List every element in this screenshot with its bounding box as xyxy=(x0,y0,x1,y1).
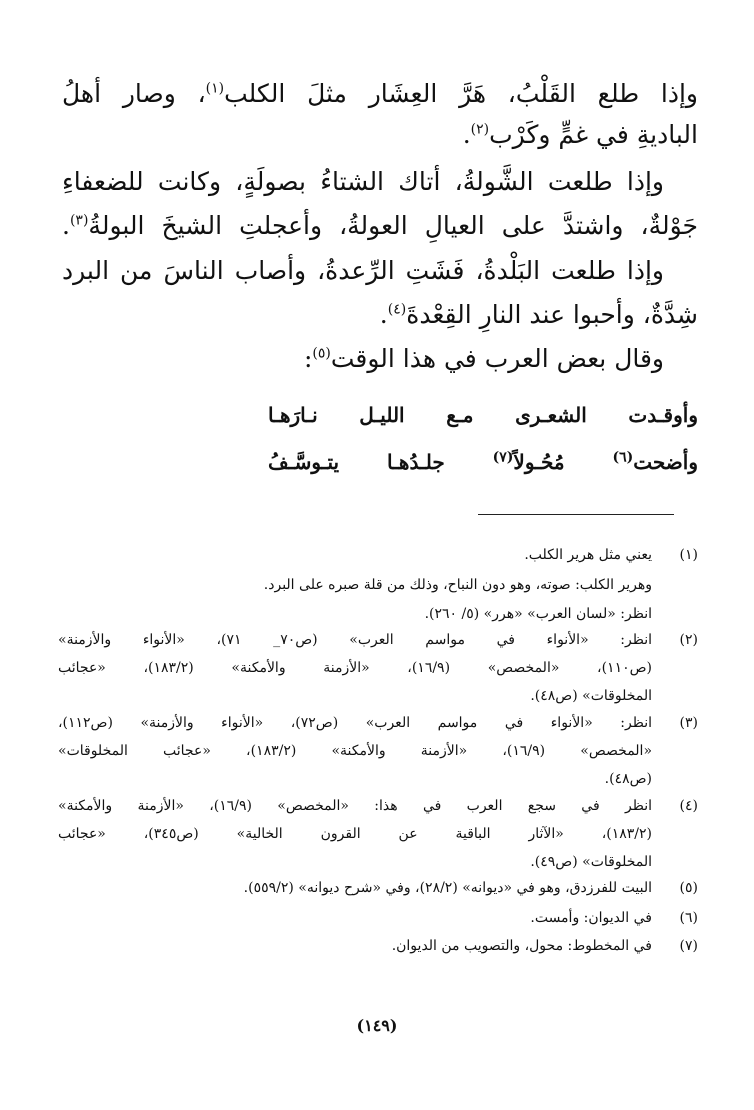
footnote-ref: (٦) xyxy=(612,449,634,466)
footnote-ref: (١) xyxy=(205,80,225,97)
poetry-verse-2: وأضحت$^{(٦)}$ مُحُـولاً$^{(٧)}$ جلـدُهـا يتـوسَّـفُ xyxy=(268,449,698,474)
text-line: شِدَّةٌ، وأحبوا عند النارِ القِعْدةَ$^{(٤)}$. xyxy=(379,300,698,329)
text-line: الباديةِ في غمٍّ وكَرْب$^{(٢)}$. xyxy=(462,120,698,149)
text-line: وإذا طلع القَلْبُ، هَرَّ العِشَار مثلَ الكلب$^{(١)}$، وصار أهلُ xyxy=(62,79,698,108)
footnote-ref: (٤) xyxy=(387,301,407,318)
text-line: وإذا طلعت الشَّولةُ، أتاك الشتاءُ بصولَةٍ، وكانت للضعفاءِ xyxy=(62,167,664,196)
book-page: وإذا طلع القَلْبُ، هَرَّ العِشَار مثلَ الكلب$^{(١)}$، وصار أهلُ الباديةِ في غمٍّ وكَرْب$^{(٢)}$. وإذا طلعت الشَّولةُ، أتاك الشتاءُ بصولَةٍ، وكانت للضعفاءِ جَوْلةٌ، واشتدَّ على العيالِ العولةُ، وأعجلتِ الشيخَ البولةُ$^{(٣)}$. وإذا طلعت البَلْدةُ، فَشَتِ الرِّعدةُ، وأصاب الناسَ من البرد شِدَّةٌ، وأحبوا عند النارِ القِعْدةَ$^{(٤)}$. وقال بعض العرب في هذا الوقت$^{(٥)}$: وأوقـدت الشعـرى مـع الليـل نـارَهـا وأضحت$^{(٦)}$ مُحُـولاً$^{(٧)}$ جلـدُهـا يتـوسَّـفُ (١) يعني مثل هرير الكلب. وهرير الكلب: صوته، وهو دون النباح، وذلك من قلة صبره على البرد. انظر: «لسان العرب» «هرر» (٥/ ٢٦٠). (٢) انظر: «الأنواء في مواسم العرب» (ص٧٠_ ٧١)، «الأنواء والأزمنة» (ص١١٠)، «المخصص» (١٦/٩)، «الأزمنة والأمكنة» (١٨٣/٢)، «عجائب المخلوقات» (ص٤٨). (٣) انظر: «الأنواء في مواسم العرب» (ص٧٢)، «الأنواء والأزمنة» (ص١١٢)، «المخصص» (١٦/٩)، «الأزمنة والأمكنة» (١٨٣/٢)، «عجائب المخلوقات» (ص٤٨). (٤) انظر في سجع العرب في هذا: «المخصص» (١٦/٩)، «الأزمنة والأمكنة» (١٨٣/٢)، «الآثار الباقية عن القرون الخالية» (ص٣٤٥)، «عجائب المخلوقات» (ص٤٩). (٥) البيت للفرزدق، وهو في «ديوانه» (٢٨/٢)، وفي «شرح ديوانه» (٥٥٩/٢). (٦) في الديوان: وأمست. (٧) في المخطوط: محول، والتصويب من الديوان. (١٤٩) xyxy=(0,0,754,1110)
page-number: (١٤٩) xyxy=(356,1016,398,1035)
text-line: وقال بعض العرب في هذا الوقت$^{(٥)}$: xyxy=(303,344,664,373)
footnote-ref: (٥) xyxy=(312,345,331,362)
poetry-verse-1: وأوقـدت الشعـرى مـع الليـل نـارَهـا xyxy=(268,403,698,427)
footnote-ref: (٣) xyxy=(69,212,89,229)
text-line: وإذا طلعت البَلْدةُ، فَشَتِ الرِّعدةُ، وأصاب الناسَ من البرد xyxy=(62,256,664,285)
footnote-ref: (٧) xyxy=(492,449,514,466)
footnote-ref: (٢) xyxy=(470,121,490,138)
footnote-separator xyxy=(478,514,674,515)
text-line: جَوْلةٌ، واشتدَّ على العيالِ العولةُ، وأعجلتِ الشيخَ البولةُ$^{(٣)}$. xyxy=(62,211,698,240)
